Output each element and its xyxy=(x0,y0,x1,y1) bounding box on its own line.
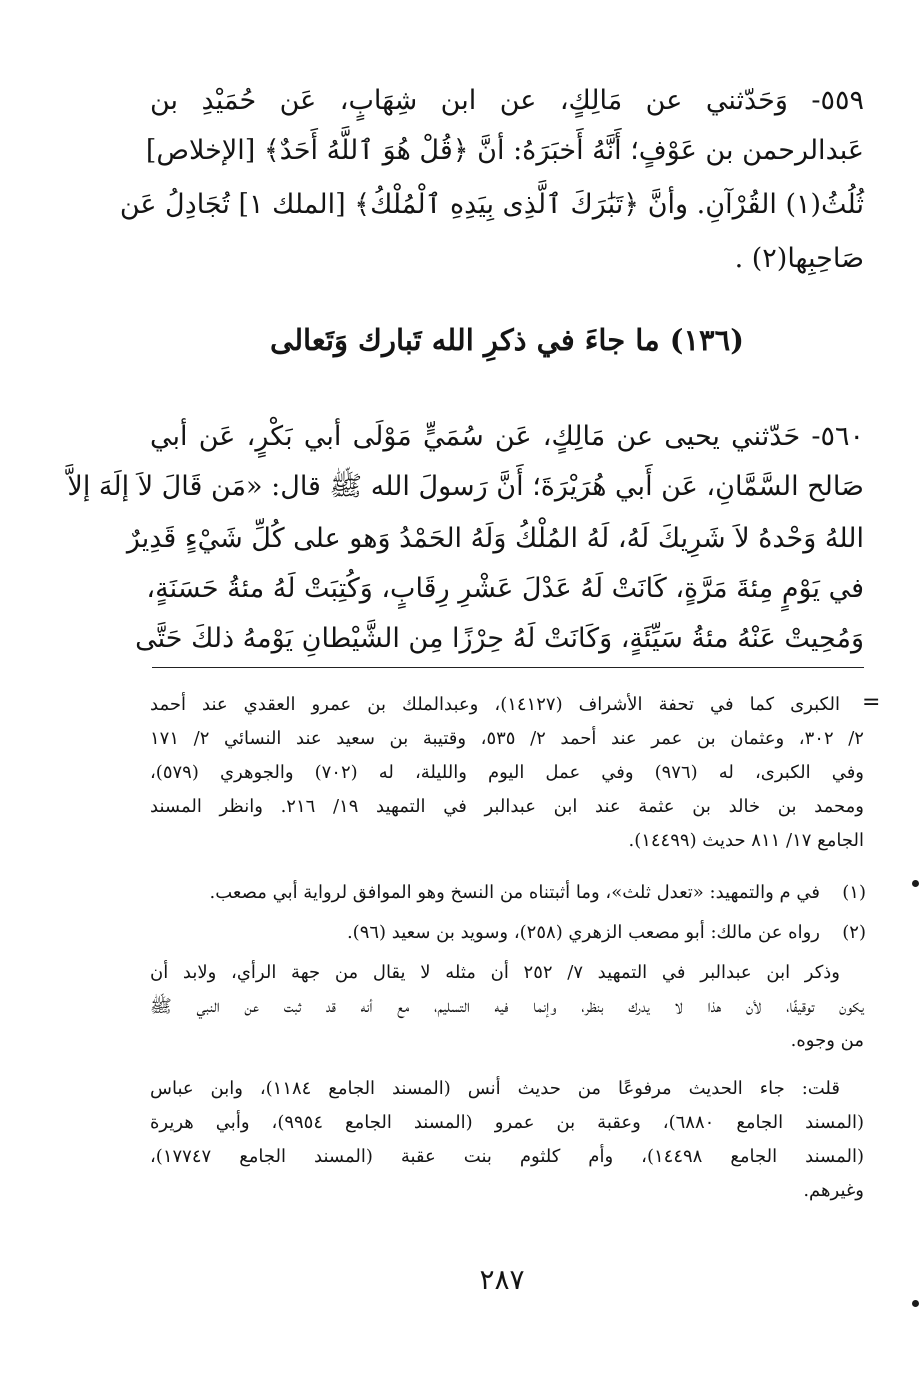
footnote-continued-line: الجامع ١٧/ ٨١١ حديث (١٤٤٩٩). xyxy=(628,830,864,851)
footnote-2-paragraph-line: (المسند الجامع ٦٨٨٠)، وعقبة بن عمرو (المسند الجامع ٩٩٥٤)، وأبي هريرة xyxy=(150,1112,864,1133)
chapter-heading: (١٣٦) ما جاءَ في ذكرِ الله تَبارك وَتَعالى xyxy=(270,323,744,357)
hadith-559-line: عَبدالرحمن بن عَوْفٍ؛ أَنَّهُ أَخبَرَهُ: أنَّ ﴿قُلْ هُوَ ٱللَّهُ أَحَدٌ﴾ [الإخلاص] xyxy=(145,135,864,166)
footnote-2-paragraph-line: قلت: جاء الحديث مرفوعًا من حديث أنس (المسند الجامع ١١٨٤)، وابن عباس xyxy=(150,1078,840,1099)
footnote-2-paragraph-line: (المسند الجامع ١٤٤٩٨)، وأم كلثوم بنت عقبة (المسند الجامع ١٧٧٤٧)، xyxy=(150,1146,864,1167)
footnote-1-number: (١) xyxy=(842,882,866,903)
footnote-2-text: رواه عن مالك: أبو مصعب الزهري (٢٥٨)، وسويد بن سعيد (٩٦). xyxy=(346,922,820,943)
hadith-559-line: ٥٥٩- وَحَدّثني عن مَالِكٍ، عن ابن شِهَابٍ، عَن حُمَيْدِ بن xyxy=(150,85,864,116)
hadith-559-line: صَاحِبِها(٢) . xyxy=(734,243,864,274)
scan-speck xyxy=(912,1300,919,1307)
footnote-continued-line: الكبرى كما في تحفة الأشراف (١٤١٢٧)، وعبدالملك بن عمرو العقدي عند أحمد xyxy=(150,694,840,715)
footnote-2-paragraph-line: يكون توقيفًا، لأن هذا لا يدرك بنظر، وإنما فيه التسليم، مع أنه قد ثبت عن النبي ﷺ xyxy=(150,996,864,1017)
hadith-560-line: ٥٦٠- حَدّثني يحيى عن مَالِكٍ، عَن سُمَيٍّ مَوْلَى أبي بَكْرٍ، عَن أبي xyxy=(150,421,864,452)
hadith-560-line: اللهُ وَحْدهُ لاَ شَرِيكَ لَهُ، لَهُ المُلْكُ وَلَهُ الحَمْدُ وَهو على كُلِّ شَيْءٍ قَدِيرٌ xyxy=(126,523,864,554)
hadith-560-line: صَالح السَّمَّانِ، عَن أَبي هُرَيْرَةَ؛ أَنَّ رَسولَ الله ﷺ قال: «مَن قَالَ لاَ إلَهَ إلاَّ xyxy=(67,471,864,502)
footnote-1-text: في م والتمهيد: «تعدل ثلث»، وما أثبتناه من النسخ وهو الموافق لرواية أبي مصعب. xyxy=(209,882,820,903)
hadith-559-line: ثُلُثُ(١) القُرْآنِ. وأنَّ ﴿تَبَٰرَكَ ٱلَّذِى بِيَدِهِ ٱلْمُلْكُ﴾ [الملك ١] تُجَادِلُ عَن xyxy=(119,189,864,220)
footnote-2-paragraph-line: وغيرهم. xyxy=(803,1180,864,1201)
footnote-continued-line: ٢/ ٣٠٢، وعثمان بن عمر عند أحمد ٢/ ٥٣٥، وقتيبة بن سعيد عند النسائي ٢/ ١٧١ xyxy=(150,728,864,749)
scan-speck xyxy=(912,880,919,887)
footnote-2-paragraph-line: من وجوه. xyxy=(790,1030,864,1051)
footnote-2-paragraph-line: وذكر ابن عبدالبر في التمهيد ٧/ ٢٥٢ أن مثله لا يقال من جهة الرأي، ولابد أن xyxy=(150,962,840,983)
continuation-mark: = xyxy=(862,690,881,715)
footnote-rule xyxy=(152,667,864,668)
footnote-continued-line: ومحمد بن خالد بن عثمة عند ابن عبدالبر في التمهيد ١٩/ ٢١٦. وانظر المسند xyxy=(150,796,864,817)
hadith-560-line: وَمُحِيتْ عَنْهُ مئةُ سَيِّئَةٍ، وَكَانَتْ لَهُ حِرْزًا مِن الشَّيْطانِ يَوْمهُ ذلكَ حَتَّى xyxy=(135,623,864,654)
hadith-560-line: في يَوْمٍ مِئةَ مَرَّةٍ، كَانَتْ لَهُ عَدْلَ عَشْرِ رِقَابٍ، وَكُتِبَتْ لَهُ مئةُ حَسَنَةٍ، xyxy=(146,573,864,604)
page-number: ٢٨٧ xyxy=(479,1263,525,1296)
footnote-continued-line: وفي الكبرى، له (٩٧٦) وفي عمل اليوم والليلة، له (٧٠٢) والجوهري (٥٧٩)، xyxy=(150,762,864,783)
footnote-2-number: (٢) xyxy=(842,922,866,943)
